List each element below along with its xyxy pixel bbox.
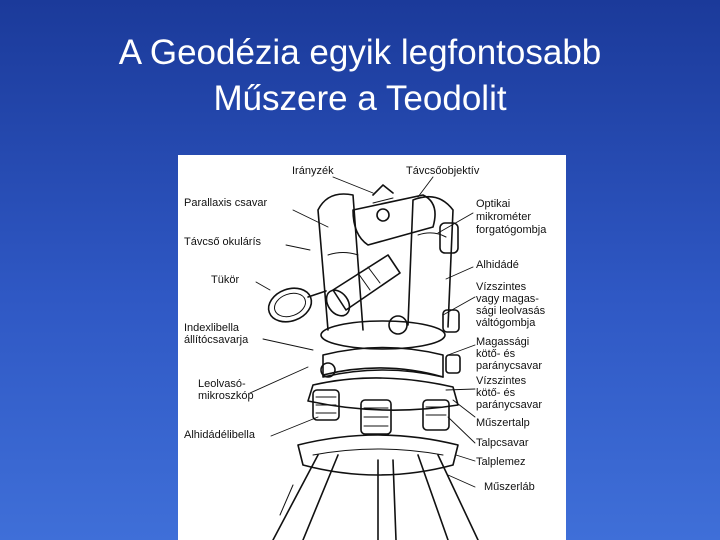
label-magassagi-2: kötő- és: [476, 348, 516, 360]
label-magassagi-3: paránycsavar: [476, 360, 543, 372]
label-vizszintes-koto-2: kötő- és: [476, 387, 516, 399]
label-muszerlab: Műszerláb: [484, 481, 535, 493]
slide-title: [0, 30, 720, 122]
label-muszertalp: Műszertalp: [476, 417, 530, 429]
label-iranyzek: Irányzék: [292, 165, 334, 177]
label-alhidadelibella: Alhidádélibella: [184, 429, 255, 441]
label-vizszintes-1: Vízszintes: [476, 281, 527, 293]
label-parallaxis-csavar: Parallaxis csavar: [184, 197, 268, 209]
label-tavcsoobjektiv: Távcsőobjektív: [406, 165, 480, 177]
label-vizszintes-2: vagy magas-: [476, 293, 539, 305]
label-alhidade: Alhidádé: [476, 259, 519, 271]
label-tukor: Tükör: [211, 274, 240, 286]
label-indexlibella-2: állítócsavarja: [184, 334, 249, 346]
slide-title-line-2: Műszere a Teodolit: [213, 79, 507, 118]
theodolite-figure: [178, 155, 566, 540]
label-indexlibella-1: Indexlibella: [184, 322, 240, 334]
label-leolvaso-2: mikroszkóp: [198, 390, 254, 402]
label-optikai-3: forgatógombja: [476, 224, 547, 236]
label-magassagi-1: Magassági: [476, 336, 530, 348]
label-optikai-1: Optikai: [476, 198, 511, 210]
label-vizszintes-koto-3: paránycsavar: [476, 399, 543, 411]
label-vizszintes-3: sági leolvasás: [476, 305, 546, 317]
label-tavcso-okularis: Távcső okulárís: [184, 236, 262, 248]
label-vizszintes-4: váltógombja: [476, 317, 536, 329]
label-vizszintes-koto-1: Vízszintes: [476, 375, 527, 387]
label-leolvaso-1: Leolvasó-: [198, 378, 246, 390]
label-talplemez: Talplemez: [476, 456, 526, 468]
label-optikai-2: mikrométer: [476, 211, 532, 223]
slide-title-line-1: A Geodézia egyik legfontosabb: [118, 33, 602, 72]
label-talpcsavar: Talpcsavar: [476, 437, 529, 449]
